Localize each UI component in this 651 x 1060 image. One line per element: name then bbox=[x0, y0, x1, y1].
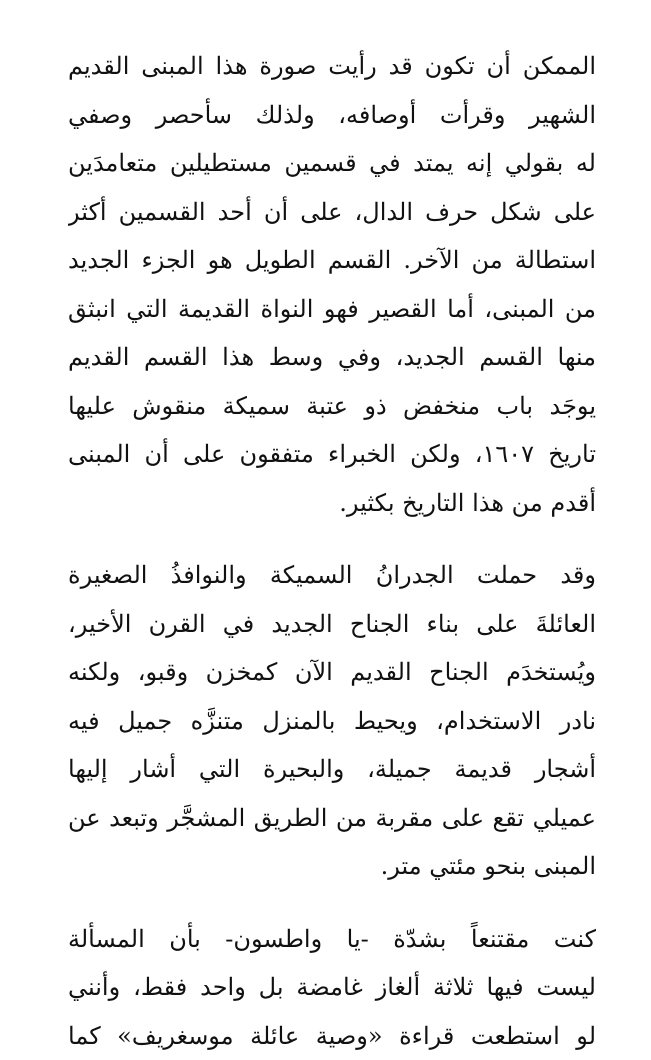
text-line: كنت مقتنعاً بشدّة -يا واطسون- بأن المسألة bbox=[68, 915, 596, 964]
text-line: نادر الاستخدام، ويحيط بالمنزل متنزَّه جميل فيه bbox=[68, 697, 596, 746]
paragraph-2 bbox=[68, 551, 596, 891]
text-line: أقدم من هذا التاريخ بكثير. bbox=[68, 479, 596, 528]
text-line: ويُستخدَم الجناح القديم الآن كمخزن وقبو، ولكنه bbox=[68, 648, 596, 697]
text-line: الممكن أن تكون قد رأيت صورة هذا المبنى القديم bbox=[68, 42, 596, 91]
text-line: أشجار قديمة جميلة، والبحيرة التي أشار إليها bbox=[68, 745, 596, 794]
text-line: له بقولي إنه يمتد في قسمين مستطيلين متعامدَين bbox=[68, 139, 596, 188]
text-line: على شكل حرف الدال، على أن أحد القسمين أكثر bbox=[68, 188, 596, 237]
text-line: الشهير وقرأت أوصافه، ولذلك سأحصر وصفي bbox=[68, 91, 596, 140]
text-line: وقد حملت الجدرانُ السميكة والنوافذُ الصغيرة bbox=[68, 551, 596, 600]
text-line: عميلي تقع على مقربة من الطريق المشجَّر وتبعد عن bbox=[68, 794, 596, 843]
text-line: لو استطعت قراءة «وصية عائلة موسغريف» كما bbox=[68, 1012, 596, 1060]
paragraph-3 bbox=[68, 915, 596, 1060]
text-line: العائلةَ على بناء الجناح الجديد في القرن الأخير، bbox=[68, 600, 596, 649]
body-text bbox=[68, 42, 596, 1060]
text-line: يوجَد باب منخفض ذو عتبة سميكة منقوش عليها bbox=[68, 382, 596, 431]
text-line: المبنى بنحو مئتي متر. bbox=[68, 842, 596, 891]
paragraph-1 bbox=[68, 42, 596, 527]
text-line: منها القسم الجديد، وفي وسط هذا القسم القديم bbox=[68, 333, 596, 382]
text-line: تاريخ ١٦٠٧، ولكن الخبراء متفقون على أن المبنى bbox=[68, 430, 596, 479]
text-line: ليست فيها ثلاثة ألغاز غامضة بل واحد فقط، وأنني bbox=[68, 963, 596, 1012]
text-line: استطالة من الآخر. القسم الطويل هو الجزء الجديد bbox=[68, 236, 596, 285]
text-line: من المبنى، أما القصير فهو النواة القديمة التي انبثق bbox=[68, 285, 596, 334]
